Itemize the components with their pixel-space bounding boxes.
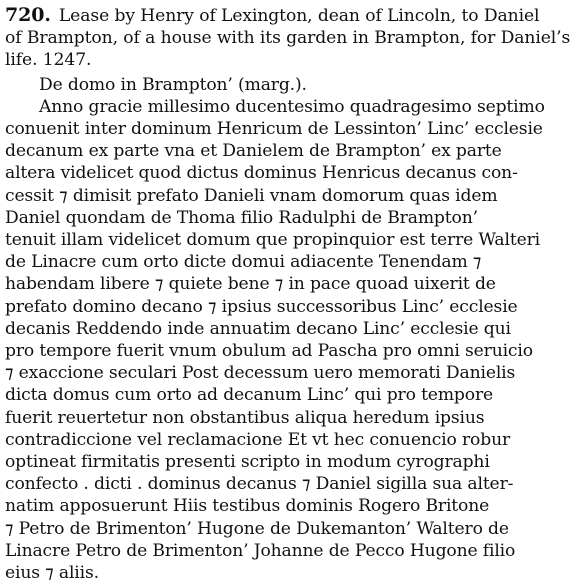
charter-text-line: Daniel quondam de Thoma filio Radulphi de Brampton’ [5, 207, 478, 228]
charter-text-line: optineat firmitatis presenti scripto in modum cyrographi [5, 452, 490, 473]
marginal-note: De domo in Brampton’ (marg.). [39, 74, 307, 95]
document-page [5, 4, 573, 584]
heading-line: life. 1247. [5, 50, 92, 71]
entry-heading [5, 4, 573, 72]
charter-text-line: pro tempore fuerit vnum obulum ad Pascha pro omni seruicio [5, 341, 533, 362]
charter-text-line: altera videlicet quod dictus dominus Henricus decanus con- [5, 163, 518, 184]
charter-text-line: habendam libere ⁊ quiete bene ⁊ in pace quoad uixerit de [5, 274, 496, 295]
heading-line: of Brampton, of a house with its garden in Brampton, for Daniel’s [5, 28, 571, 49]
charter-text-line: fuerit reuertetur non obstantibus aliqua heredum ipsius [5, 407, 485, 428]
charter-text-line: cessit ⁊ dimisit prefato Danieli vnam domorum quas idem [5, 185, 498, 206]
charter-text-line: prefato domino decano ⁊ ipsius successoribus Linc’ ecclesie [5, 296, 518, 317]
charter-text-line: Anno gracie millesimo ducentesimo quadragesimo septimo [39, 96, 545, 117]
charter-body [5, 74, 573, 584]
charter-text-line: conuenit inter dominum Henricum de Lessinton’ Linc’ ecclesie [5, 119, 543, 140]
charter-text-line: confecto . dicti . dominus decanus ⁊ Daniel sigilla sua alter- [5, 474, 514, 495]
charter-text-line: tenuit illam videlicet domum que propinquior est terre Walteri [5, 230, 540, 251]
charter-text-line: contradiccione vel reclamacione Et vt hec conuencio robur [5, 429, 511, 450]
charter-text-line: decanum ex parte vna et Danielem de Brampton’ ex parte [5, 141, 502, 162]
charter-text-line: decanis Reddendo inde annuatim decano Linc’ ecclesie qui [5, 318, 511, 339]
charter-text-line: de Linacre cum orto dicte domui adiacente Tenendam ⁊ [5, 252, 482, 273]
charter-text-line: Linacre Petro de Brimenton’ Johanne de Pecco Hugone filio [5, 540, 516, 561]
heading-line: Lease by Henry of Lexington, dean of Lincoln, to Daniel [58, 6, 540, 26]
charter-text-line: ⁊ Petro de Brimenton’ Hugone de Dukemanton’ Waltero de [5, 518, 509, 539]
charter-text-line: dicta domus cum orto ad decanum Linc’ qui pro tempore [5, 385, 493, 406]
charter-text-line: ⁊ exaccione seculari Post decessum uero memorati Danielis [5, 363, 516, 384]
charter-text-line: eius ⁊ aliis. [5, 563, 99, 584]
entry-number: 720. [5, 4, 51, 26]
charter-text-line: natim apposuerunt Hiis testibus dominis Rogero Britone [5, 496, 490, 517]
